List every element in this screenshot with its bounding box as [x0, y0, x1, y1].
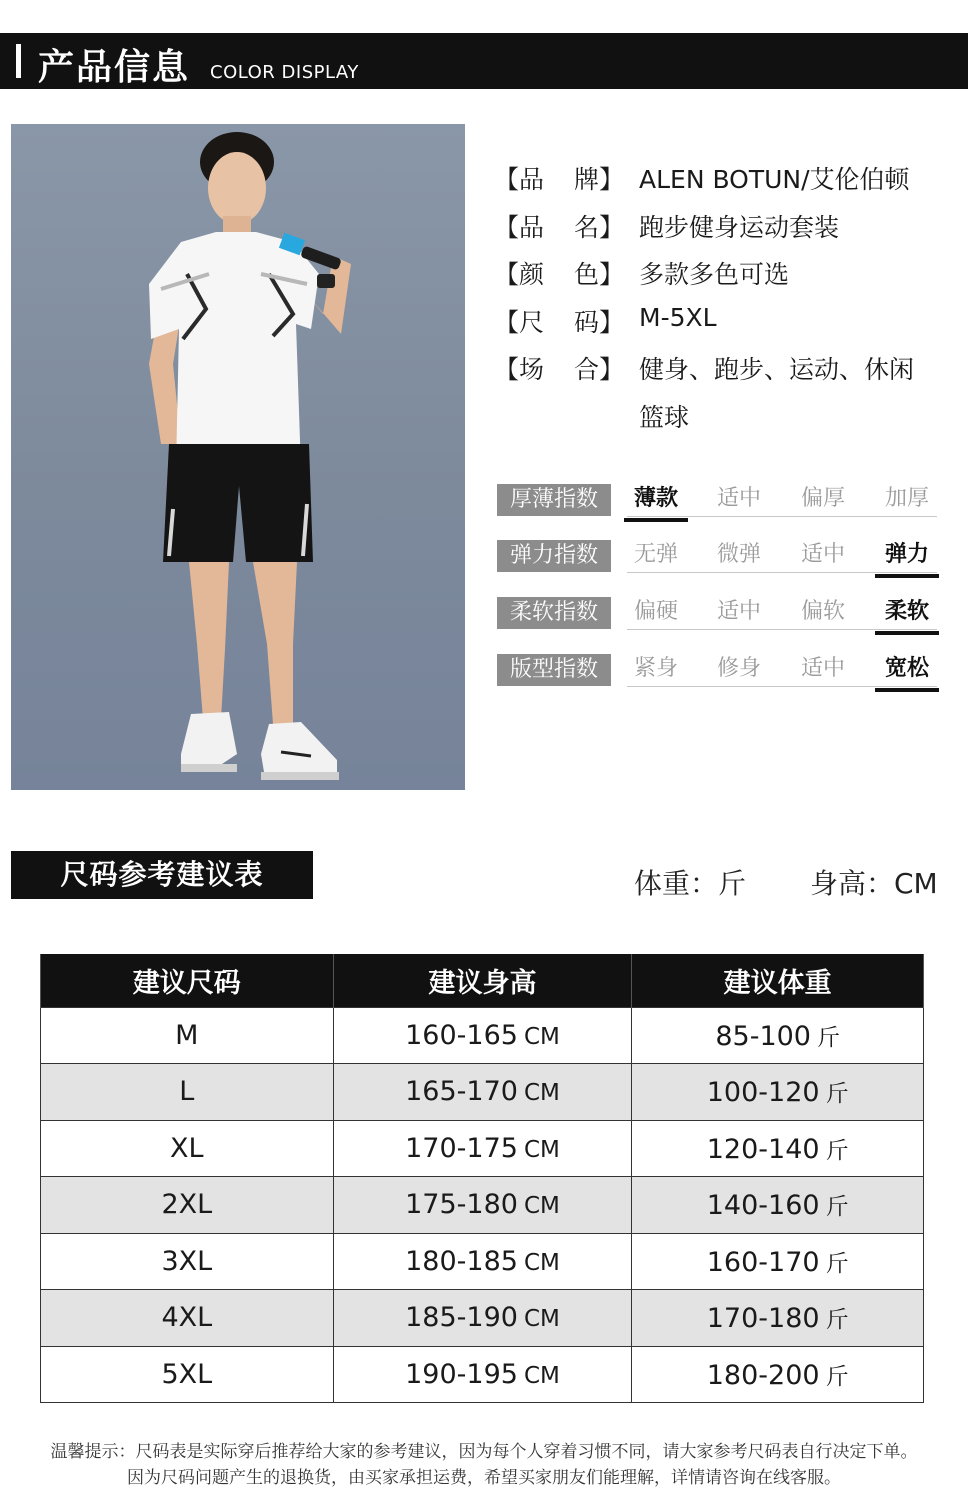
index-baseline: [627, 572, 937, 573]
height-unit: CM: [523, 1306, 560, 1333]
info-key: 【颜: [494, 260, 545, 289]
section-subtitle: COLOR DISPLAY: [210, 62, 359, 83]
info-key: 【场: [494, 355, 545, 384]
index-option: 偏厚: [800, 486, 845, 511]
size-tip-line-1: 温馨提示：尺码表是实际穿后推荐给大家的参考建议，因为每个人穿着习惯不同，请大家参考尺码表自行决定下单。: [50, 1442, 918, 1462]
column-header-height: 建议身高: [333, 954, 632, 1007]
weight-unit: 斤: [825, 1307, 849, 1334]
height-value: 190-195: [405, 1358, 518, 1390]
table-row: [41, 1346, 924, 1403]
cell-weight: [632, 1007, 924, 1064]
index-option-selected: 薄款: [624, 484, 688, 514]
product-model-photo: [11, 124, 465, 790]
cell-height: [333, 1177, 632, 1234]
table-row: [41, 1290, 924, 1347]
index-row-elasticity: [497, 540, 937, 576]
cell-height: [333, 1064, 632, 1121]
index-option: 无弹: [633, 542, 678, 567]
cell-height: [333, 1120, 632, 1177]
index-option: 适中: [800, 656, 845, 681]
table-row: [41, 1233, 924, 1290]
cell-height: [333, 1007, 632, 1064]
weight-value: 140-160: [706, 1190, 820, 1222]
height-unit: CM: [523, 1136, 560, 1163]
cell-height: [333, 1290, 632, 1347]
size-chart-title: 尺码参考建议表: [11, 851, 313, 899]
cell-size: 3XL: [41, 1233, 334, 1290]
info-key: 【品: [494, 213, 545, 242]
height-unit: CM: [523, 1362, 560, 1389]
table-header-row: [41, 954, 924, 1007]
info-value: 篮球: [639, 403, 690, 432]
weight-unit: 斤: [825, 1363, 849, 1390]
size-table: [40, 954, 924, 1403]
index-row-thickness: [497, 484, 937, 520]
cell-height: [333, 1346, 632, 1403]
info-value: 健身、跑步、运动、休闲: [639, 355, 915, 384]
index-option-selected: 柔软: [875, 597, 939, 627]
index-row-softness: [497, 597, 937, 633]
cell-size: L: [41, 1064, 334, 1121]
weight-value: 85-100: [715, 1020, 811, 1052]
index-option: 适中: [716, 486, 761, 511]
index-baseline: [627, 686, 937, 687]
index-label: 厚薄指数: [497, 484, 611, 516]
index-option-selected: 宽松: [875, 654, 939, 684]
height-value: 175-180: [405, 1189, 518, 1221]
index-option-selected: 弹力: [875, 540, 939, 570]
cell-size: M: [41, 1007, 334, 1064]
index-option: 偏软: [800, 599, 845, 624]
info-key: 【品: [494, 165, 545, 194]
weight-unit: 斤: [825, 1194, 849, 1221]
weight-value: 180-200: [706, 1359, 820, 1391]
weight-unit: 斤: [825, 1081, 849, 1108]
index-label: 版型指数: [497, 654, 611, 686]
weight-unit: 斤: [816, 1024, 840, 1051]
info-key: 码】: [574, 308, 625, 337]
section-title: 产品信息: [38, 47, 191, 88]
weight-unit: 斤: [825, 1137, 849, 1164]
cell-weight: [632, 1346, 924, 1403]
index-option: 偏硬: [633, 599, 678, 624]
index-option: 适中: [800, 542, 845, 567]
table-row: [41, 1120, 924, 1177]
header-accent-bar: [16, 44, 21, 78]
index-baseline: [627, 516, 937, 517]
cell-size: 5XL: [41, 1346, 334, 1403]
index-option: 加厚: [884, 486, 929, 511]
info-value: ALEN BOTUN/艾伦伯顿: [639, 165, 910, 194]
height-value: 165-170: [405, 1076, 518, 1108]
weight-value: 160-170: [706, 1246, 820, 1278]
index-option: 紧身: [633, 656, 678, 681]
height-value: 160-165: [405, 1019, 518, 1051]
size-tip-line-2: 因为尺码问题产生的退换货，由买家承担运费，希望买家朋友们能理解，详情请咨询在线客服。: [127, 1468, 841, 1488]
cell-weight: [632, 1177, 924, 1234]
height-value: 180-185: [405, 1245, 518, 1277]
index-label: 弹力指数: [497, 540, 611, 572]
weight-value: 120-140: [706, 1133, 820, 1165]
column-header-weight: 建议体重: [632, 954, 924, 1007]
info-key: 牌】: [574, 165, 625, 194]
cell-size: XL: [41, 1120, 334, 1177]
info-key: 合】: [574, 355, 625, 384]
cell-size: 4XL: [41, 1290, 334, 1347]
index-option: 适中: [716, 599, 761, 624]
cell-weight: [632, 1290, 924, 1347]
height-unit: CM: [523, 1080, 560, 1107]
height-unit-note: 身高：CM: [810, 867, 938, 900]
weight-unit: 斤: [825, 1250, 849, 1277]
weight-value: 170-180: [706, 1303, 820, 1335]
cell-weight: [632, 1233, 924, 1290]
table-row: [41, 1064, 924, 1121]
index-option: 微弹: [716, 542, 761, 567]
cell-height: [333, 1233, 632, 1290]
info-key: 【尺: [494, 308, 545, 337]
height-unit: CM: [523, 1193, 560, 1220]
cell-weight: [632, 1064, 924, 1121]
height-unit: CM: [523, 1249, 560, 1276]
index-label: 柔软指数: [497, 597, 611, 629]
table-row: [41, 1007, 924, 1064]
height-value: 170-175: [405, 1132, 518, 1164]
height-unit: CM: [523, 1023, 560, 1050]
info-key: 名】: [574, 213, 625, 242]
index-row-fit: [497, 654, 937, 690]
info-key: 色】: [574, 260, 625, 289]
cell-size: 2XL: [41, 1177, 334, 1234]
column-header-size: 建议尺码: [41, 954, 334, 1007]
section-header: [0, 33, 968, 89]
weight-unit-note: 体重：斤: [634, 867, 747, 900]
index-option: 修身: [716, 656, 761, 681]
info-value: 多款多色可选: [639, 260, 790, 289]
cell-weight: [632, 1120, 924, 1177]
info-value: 跑步健身运动套装: [639, 213, 840, 242]
index-baseline: [627, 629, 937, 630]
table-row: [41, 1177, 924, 1234]
info-value: M-5XL: [639, 303, 717, 332]
weight-value: 100-120: [706, 1077, 820, 1109]
height-value: 185-190: [405, 1302, 518, 1334]
